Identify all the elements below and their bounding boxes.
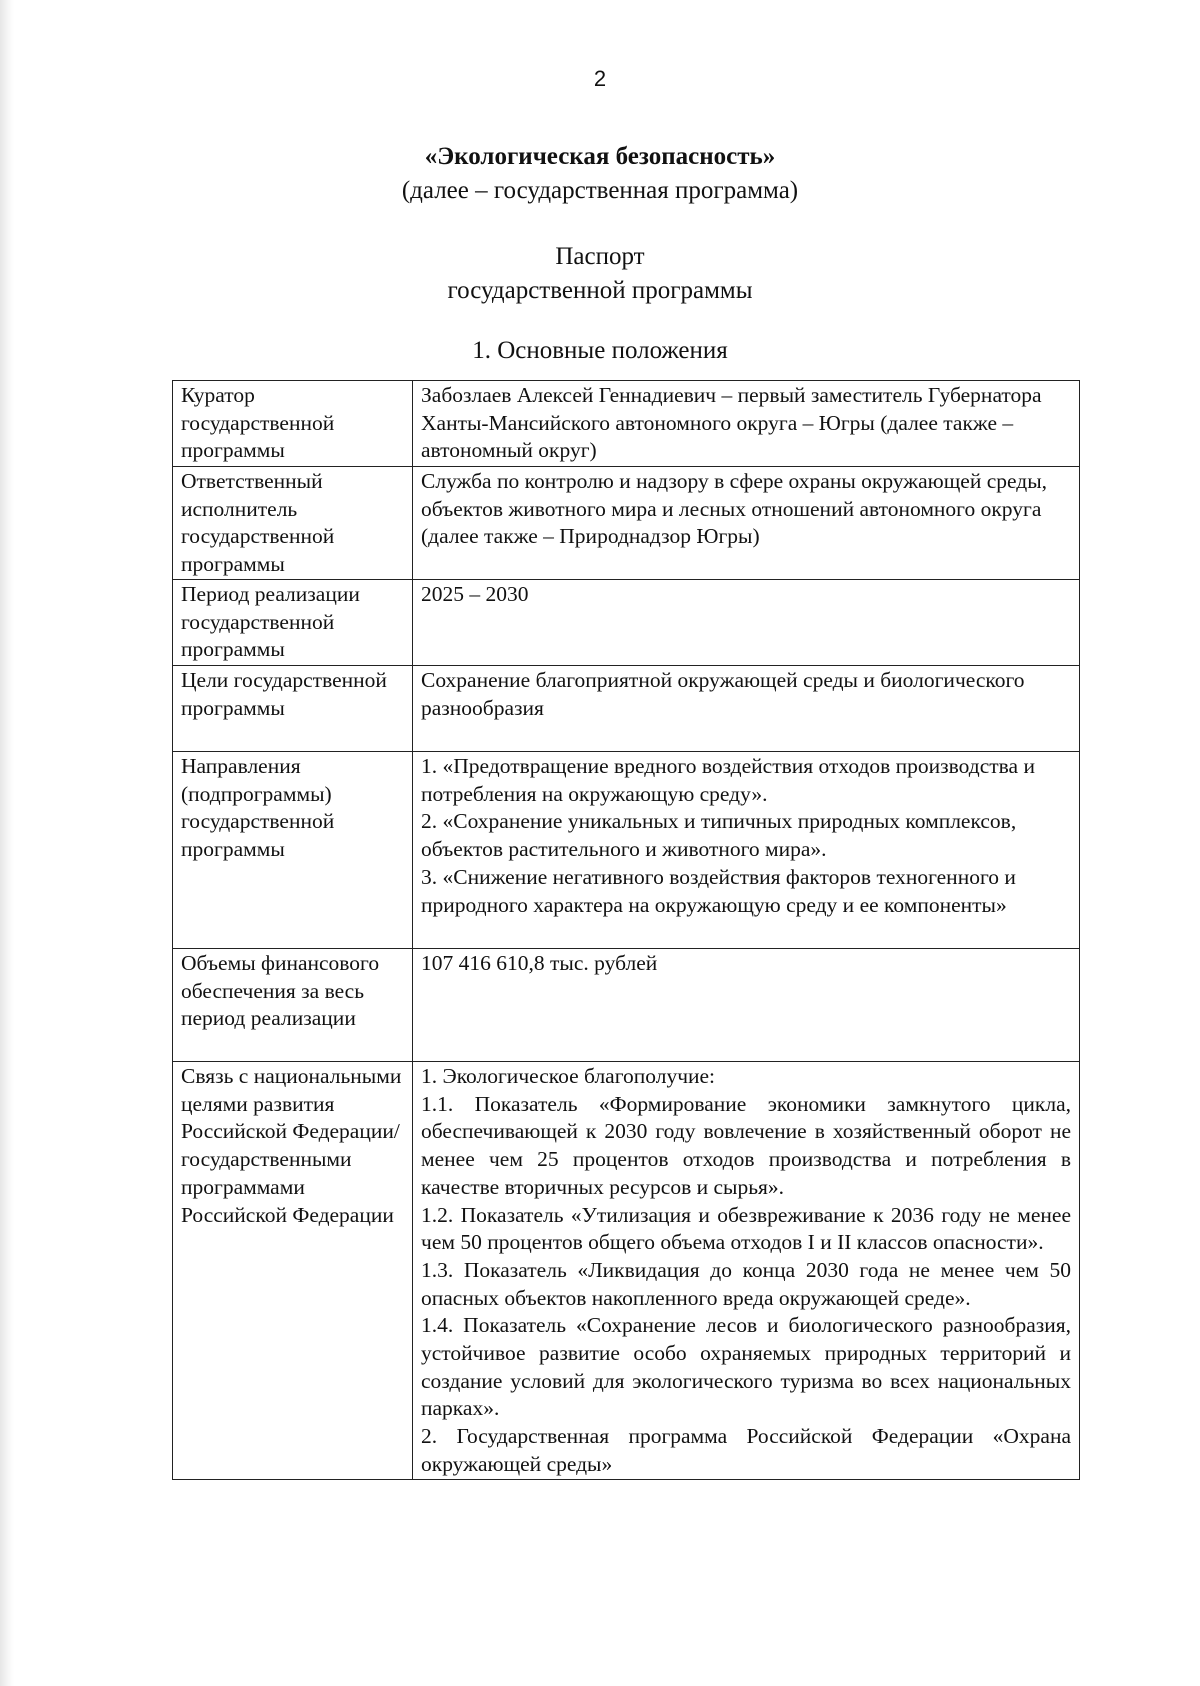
passport-heading (0, 240, 1200, 308)
direction-item: 2. «Сохранение уникальных и типичных природных комплексов, объектов растительного и животного мира». (421, 809, 1017, 862)
passport-table (172, 380, 1080, 1480)
program-title: «Экологическая безопасность» (424, 143, 776, 170)
table-row-directions (173, 752, 1080, 949)
row-value (413, 1062, 1080, 1480)
table-row-executor (173, 467, 1080, 580)
row-value: Забозлаев Алексей Геннадиевич – первый заместитель Губернатора Ханты-Мансийского автономного округа – Югры (далее также – автономный округ) (413, 381, 1080, 467)
national-goal-item: 1. Экологическое благополучие: (421, 1064, 716, 1088)
table-row-period (173, 580, 1080, 666)
national-goal-item: 1.4. Показатель «Сохранение лесов и биологического разнообразия, устойчивое развитие особо охраняемых природных территорий и создание условий для экологического туризма во всех национальных парках». (421, 1313, 1071, 1421)
row-label: Связь с национальными целями развития Российской Федерации/государственными программами Российской Федерации (173, 1062, 413, 1480)
row-value: Сохранение благоприятной окружающей среды и биологического разнообразия (413, 666, 1080, 752)
row-value: 107 416 610,8 тыс. рублей (413, 949, 1080, 1062)
passport-title: Паспорт (555, 243, 645, 270)
page-number: 2 (593, 66, 607, 91)
section-title: 1. Основные положения (472, 337, 728, 364)
row-label: Куратор государственной программы (173, 381, 413, 467)
program-subtitle: (далее – государственная программа) (401, 177, 799, 204)
national-goal-item: 1.2. Показатель «Утилизация и обезвреживание к 2036 году не менее чем 50 процентов общего объема отходов I и II классов опасности». (421, 1202, 1071, 1255)
row-label: Период реализации государственной программы (173, 580, 413, 666)
table-row-funding (173, 949, 1080, 1062)
table-row-national-goals (173, 1062, 1080, 1480)
row-value: 2025 – 2030 (413, 580, 1080, 666)
national-goal-item: 1.1. Показатель «Формирование экономики замкнутого цикла, обеспечивающей к 2030 году вовлечение в хозяйственный оборот не менее чем 25 процентов отходов производства и потребления в качестве вторичных ресурсов и сырья». (421, 1091, 1071, 1199)
table-row-goals (173, 666, 1080, 752)
row-label: Цели государственной программы (173, 666, 413, 752)
row-value (413, 752, 1080, 949)
direction-item: 3. «Снижение негативного воздействия факторов техногенного и природного характера на окружающую среду и ее компоненты» (421, 864, 1016, 917)
national-goal-item: 2. Государственная программа Российской Федерации «Охрана окружающей среды» (421, 1424, 1071, 1476)
national-goal-item: 1.3. Показатель «Ликвидация до конца 2030 года не менее чем 50 опасных объектов накопленного вреда окружающей среде». (421, 1257, 1071, 1310)
passport-subtitle: государственной программы (447, 277, 753, 304)
row-label: Направления (подпрограммы) государственной программы (173, 752, 413, 949)
row-value: Служба по контролю и надзору в сфере охраны окружающей среды, объектов животного мира и лесных отношений автономного округа (далее также – Природнадзор Югры) (413, 467, 1080, 580)
direction-item: 1. «Предотвращение вредного воздействия отходов производства и потребления на окружающую среду». (421, 754, 1035, 806)
row-label: Объемы финансового обеспечения за весь период реализации (173, 949, 413, 1062)
program-heading (0, 140, 1200, 208)
table-row-curator (173, 381, 1080, 467)
row-label: Ответственный исполнитель государственной программы (173, 467, 413, 580)
